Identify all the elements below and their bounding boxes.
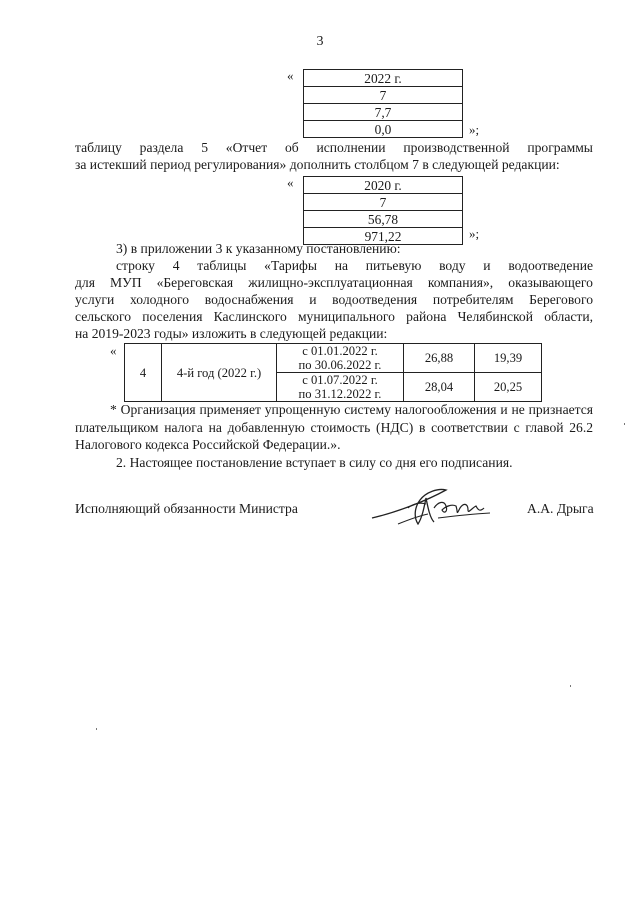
footnote-line: плательщиком налога на добавленную стоимость (НДС) в соответствии с главой 26.2 [75, 420, 594, 435]
item-2: 2. Настоящее постановление вступает в силу со дня его подписания. [116, 455, 513, 470]
open-quote: « [287, 68, 294, 83]
item-3: 3) в приложении 3 к указанному постановлению: [116, 241, 401, 256]
paragraph-line: таблицу раздела 5 «Отчет об исполнении производственной программы [75, 140, 593, 155]
page-number: 3 [316, 34, 324, 49]
scan-speck [624, 423, 625, 425]
open-quote: « [110, 343, 117, 358]
paragraph-line: услуги холодного водоснабжения и водоотведения потребителям Берегового [75, 292, 594, 307]
table-cell: 56,78 [304, 211, 463, 228]
table-cell: 2022 г. [304, 70, 463, 87]
scan-speck [570, 685, 571, 687]
paragraph-line: сельского поселения Каслинского муниципального района Челябинской области, [75, 309, 594, 324]
open-quote: « [287, 175, 294, 190]
close-quote: »; [469, 122, 480, 137]
handwritten-signature [368, 478, 500, 530]
paragraph-line: для МУП «Береговская жилищно-эксплуатационная компания», оказывающего [75, 275, 593, 290]
signatory-position: Исполняющий обязанности Министра [75, 501, 298, 516]
table-cell: 7,7 [304, 104, 463, 121]
table-2022-values [303, 69, 463, 138]
tariff-value: 19,39 [475, 344, 542, 373]
table-cell: 971,22 [304, 228, 463, 245]
close-quote: »; [469, 226, 480, 241]
tariff-period: с 01.01.2022 г. по 30.06.2022 г. [277, 344, 404, 373]
tariff-year-label: 4-й год (2022 г.) [162, 344, 277, 402]
tariff-table [124, 343, 542, 402]
signatory-name: А.А. Дрыга [527, 501, 594, 516]
footnote-line: * Организация применяет упрощенную систему налогообложения и не признается [110, 402, 594, 417]
scan-speck [96, 728, 97, 730]
table-cell: 7 [304, 87, 463, 104]
paragraph-line: строку 4 таблицы «Тарифы на питьевую воду и водоотведение [116, 258, 594, 273]
tariff-period: с 01.07.2022 г. по 31.12.2022 г. [277, 373, 404, 402]
paragraph-line: на 2019-2023 годы» изложить в следующей редакции: [75, 326, 388, 341]
table-cell: 2020 г. [304, 177, 463, 194]
footnote-line: Налогового кодекса Российской Федерации.». [75, 437, 341, 452]
tariff-value: 26,88 [404, 344, 475, 373]
table-cell: 0,0 [304, 121, 463, 138]
tariff-value: 20,25 [475, 373, 542, 402]
tariff-row-number: 4 [125, 344, 162, 402]
paragraph-line: за истекший период регулирования» дополнить столбцом 7 в следующей редакции: [75, 157, 560, 172]
table-2020-values [303, 176, 463, 245]
table-cell: 7 [304, 194, 463, 211]
tariff-value: 28,04 [404, 373, 475, 402]
